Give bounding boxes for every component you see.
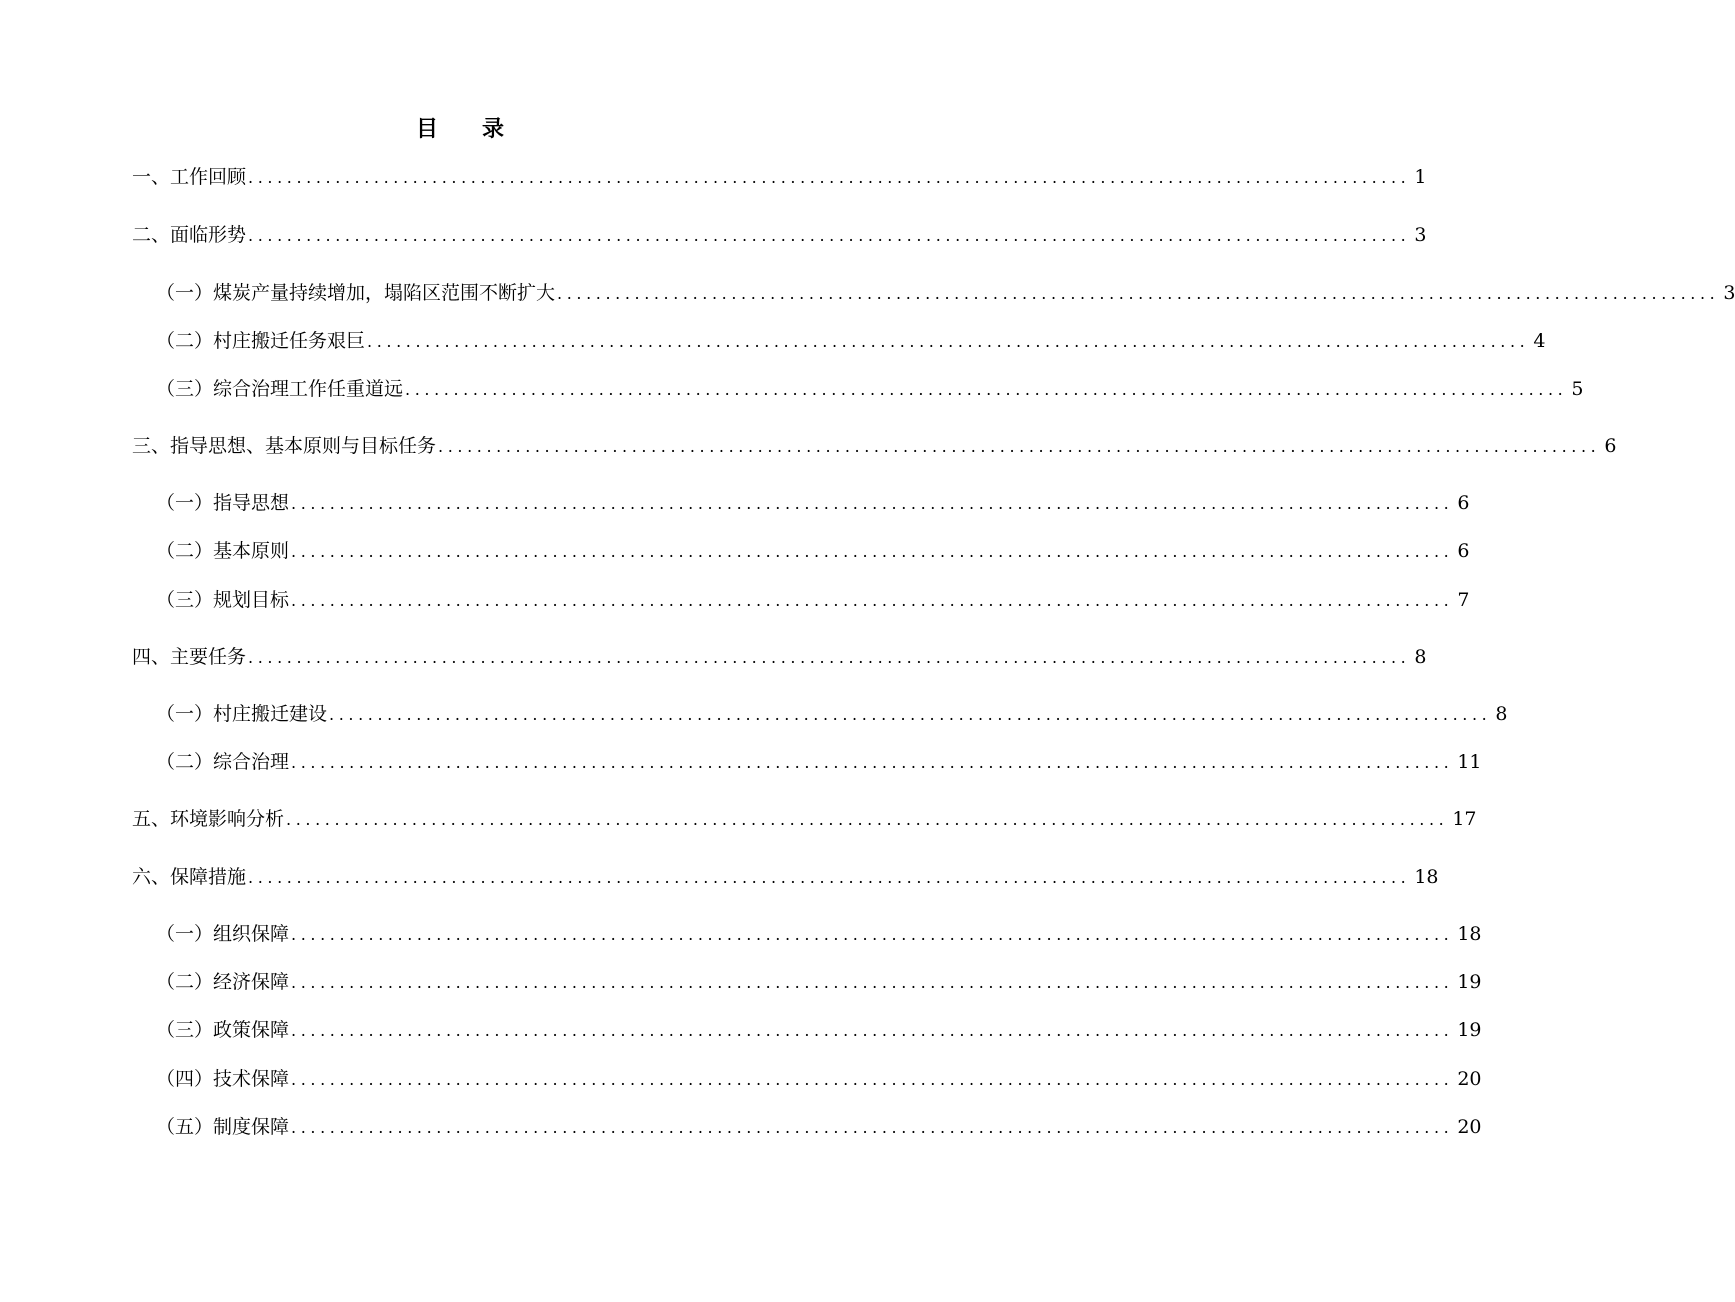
toc-entry-label: （二）综合治理 <box>156 751 290 773</box>
toc-entry[interactable] <box>156 539 1470 563</box>
toc-entry-label: （三）政策保障 <box>156 1019 290 1041</box>
toc-entry-page: 20 <box>1457 1068 1482 1090</box>
toc-entry[interactable] <box>132 645 1427 669</box>
toc-entry[interactable] <box>156 1067 1482 1091</box>
toc-entry-label: 三、指导思想、基本原则与目标任务 <box>132 435 437 457</box>
toc-entry-page: 8 <box>1495 703 1508 725</box>
toc-entry-page: 8 <box>1414 646 1427 668</box>
toc-entry[interactable] <box>156 377 1584 401</box>
toc-entry-page: 5 <box>1571 378 1584 400</box>
toc-entry-label: 二、面临形势 <box>132 224 247 246</box>
toc-dot-leader: ........................................................................................................................ <box>291 494 1454 513</box>
toc-entry-label: 五、环境影响分析 <box>132 808 285 830</box>
toc-entry[interactable] <box>156 702 1508 726</box>
toc-dot-leader: ........................................................................................................................ <box>286 810 1449 829</box>
toc-entry-page: 6 <box>1457 492 1470 514</box>
toc-dot-leader: ........................................................................................................................ <box>367 332 1530 351</box>
toc-entry-label: （一）组织保障 <box>156 923 290 945</box>
toc-entry-page: 4 <box>1533 330 1546 352</box>
toc-dot-leader: ........................................................................................................................ <box>329 705 1492 724</box>
toc-entry-page: 1 <box>1414 166 1427 188</box>
toc-dot-leader: ........................................................................................................................ <box>438 437 1601 456</box>
toc-entry[interactable] <box>132 807 1477 831</box>
toc-dot-leader: ........................................................................................................................ <box>248 168 1411 187</box>
toc-entry-page: 3 <box>1414 224 1427 246</box>
toc-title <box>0 112 920 143</box>
toc-dot-leader: ........................................................................................................................ <box>291 1118 1454 1137</box>
toc-dot-leader: ........................................................................................................................ <box>291 542 1454 561</box>
toc-dot-leader: ........................................................................................................................ <box>557 284 1720 303</box>
toc-entry[interactable] <box>132 165 1427 189</box>
toc-entry-page: 20 <box>1457 1116 1482 1138</box>
toc-entry[interactable] <box>132 434 1617 458</box>
toc-entry-page: 11 <box>1457 751 1482 773</box>
toc-entry[interactable] <box>156 281 1735 305</box>
toc-entry-label: （四）技术保障 <box>156 1068 290 1090</box>
toc-entry-label: 一、工作回顾 <box>132 166 247 188</box>
toc-entry-label: （二）基本原则 <box>156 540 290 562</box>
toc-entry-page: 3 <box>1723 282 1735 304</box>
toc-dot-leader: ........................................................................................................................ <box>405 380 1568 399</box>
toc-entry-label: 四、主要任务 <box>132 646 247 668</box>
toc-entry[interactable] <box>156 491 1470 515</box>
toc-dot-leader: ........................................................................................................................ <box>291 973 1454 992</box>
toc-dot-leader: ........................................................................................................................ <box>291 1021 1454 1040</box>
toc-entry[interactable] <box>132 223 1427 247</box>
toc-entry[interactable] <box>156 970 1482 994</box>
toc-entry[interactable] <box>156 750 1482 774</box>
toc-entry-label: （一）煤炭产量持续增加，塌陷区范围不断扩大 <box>156 282 556 304</box>
toc-entry-page: 6 <box>1457 540 1470 562</box>
toc-entry-label: （二）村庄搬迁任务艰巨 <box>156 330 366 352</box>
toc-dot-leader: ........................................................................................................................ <box>291 1070 1454 1089</box>
toc-dot-leader: ........................................................................................................................ <box>248 868 1411 887</box>
toc-title-part1: 目 <box>415 116 438 142</box>
toc-entry[interactable] <box>156 588 1470 612</box>
toc-entry[interactable] <box>156 1018 1482 1042</box>
toc-entry-page: 18 <box>1414 866 1439 888</box>
toc-entry-label: （三）规划目标 <box>156 589 290 611</box>
toc-entry-label: （一）村庄搬迁建设 <box>156 703 328 725</box>
toc-title-part2: 录 <box>482 116 505 142</box>
toc-dot-leader: ........................................................................................................................ <box>248 648 1411 667</box>
toc-entry-label: （二）经济保障 <box>156 971 290 993</box>
toc-entry-page: 17 <box>1452 808 1477 830</box>
toc-entry-page: 6 <box>1604 435 1617 457</box>
toc-dot-leader: ........................................................................................................................ <box>248 226 1411 245</box>
toc-entry[interactable] <box>156 1115 1482 1139</box>
toc-entry-label: 六、保障措施 <box>132 866 247 888</box>
toc-entry-label: （一）指导思想 <box>156 492 290 514</box>
toc-entry-page: 18 <box>1457 923 1482 945</box>
toc-entry-page: 19 <box>1457 971 1482 993</box>
toc-entry[interactable] <box>132 865 1439 889</box>
toc-entry-page: 7 <box>1457 589 1470 611</box>
toc-dot-leader: ........................................................................................................................ <box>291 753 1454 772</box>
toc-entry-label: （五）制度保障 <box>156 1116 290 1138</box>
toc-entry[interactable] <box>156 329 1546 353</box>
toc-entry-page: 19 <box>1457 1019 1482 1041</box>
toc-entry[interactable] <box>156 922 1482 946</box>
toc-entry-label: （三）综合治理工作任重道远 <box>156 378 404 400</box>
toc-dot-leader: ........................................................................................................................ <box>291 925 1454 944</box>
toc-dot-leader: ........................................................................................................................ <box>291 591 1454 610</box>
